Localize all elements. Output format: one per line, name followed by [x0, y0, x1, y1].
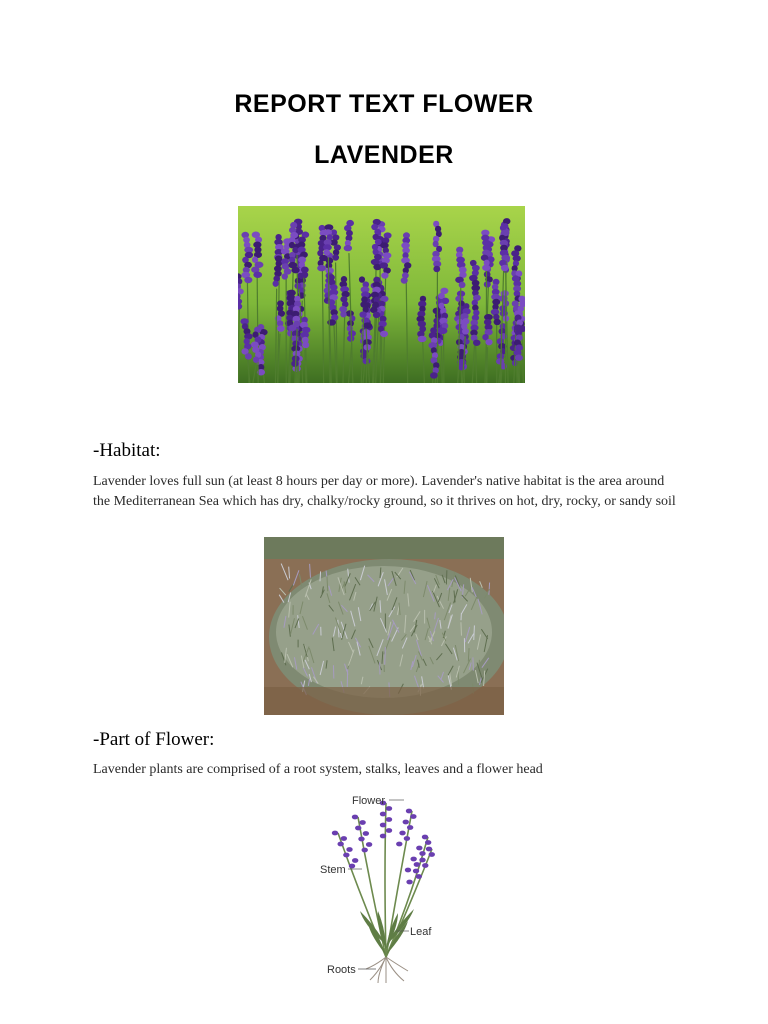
label-leaf: Leaf — [410, 926, 432, 938]
habitat-heading: -Habitat: — [93, 440, 161, 461]
part-of-flower-paragraph: Lavender plants are comprised of a root system, stalks, leaves and a flower head — [93, 762, 543, 777]
label-flower: Flower — [352, 795, 386, 807]
flower-name-title: LAVENDER — [314, 141, 454, 169]
lavender-bush-photo — [264, 537, 504, 715]
lavender-parts-diagram — [300, 785, 470, 985]
report-title: REPORT TEXT FLOWER — [234, 90, 534, 118]
label-stem: Stem — [320, 864, 346, 876]
lavender-field-photo — [238, 206, 525, 383]
label-roots: Roots — [327, 964, 356, 976]
part-of-flower-heading: -Part of Flower: — [93, 729, 215, 750]
habitat-paragraph: Lavender loves full sun (at least 8 hours per day or more). Lavender's native habitat is the area around the Mediterranean Sea which has dry, chalky/rocky ground, so it thrives on hot, dry, rocky, or sandy soil — [93, 474, 676, 509]
